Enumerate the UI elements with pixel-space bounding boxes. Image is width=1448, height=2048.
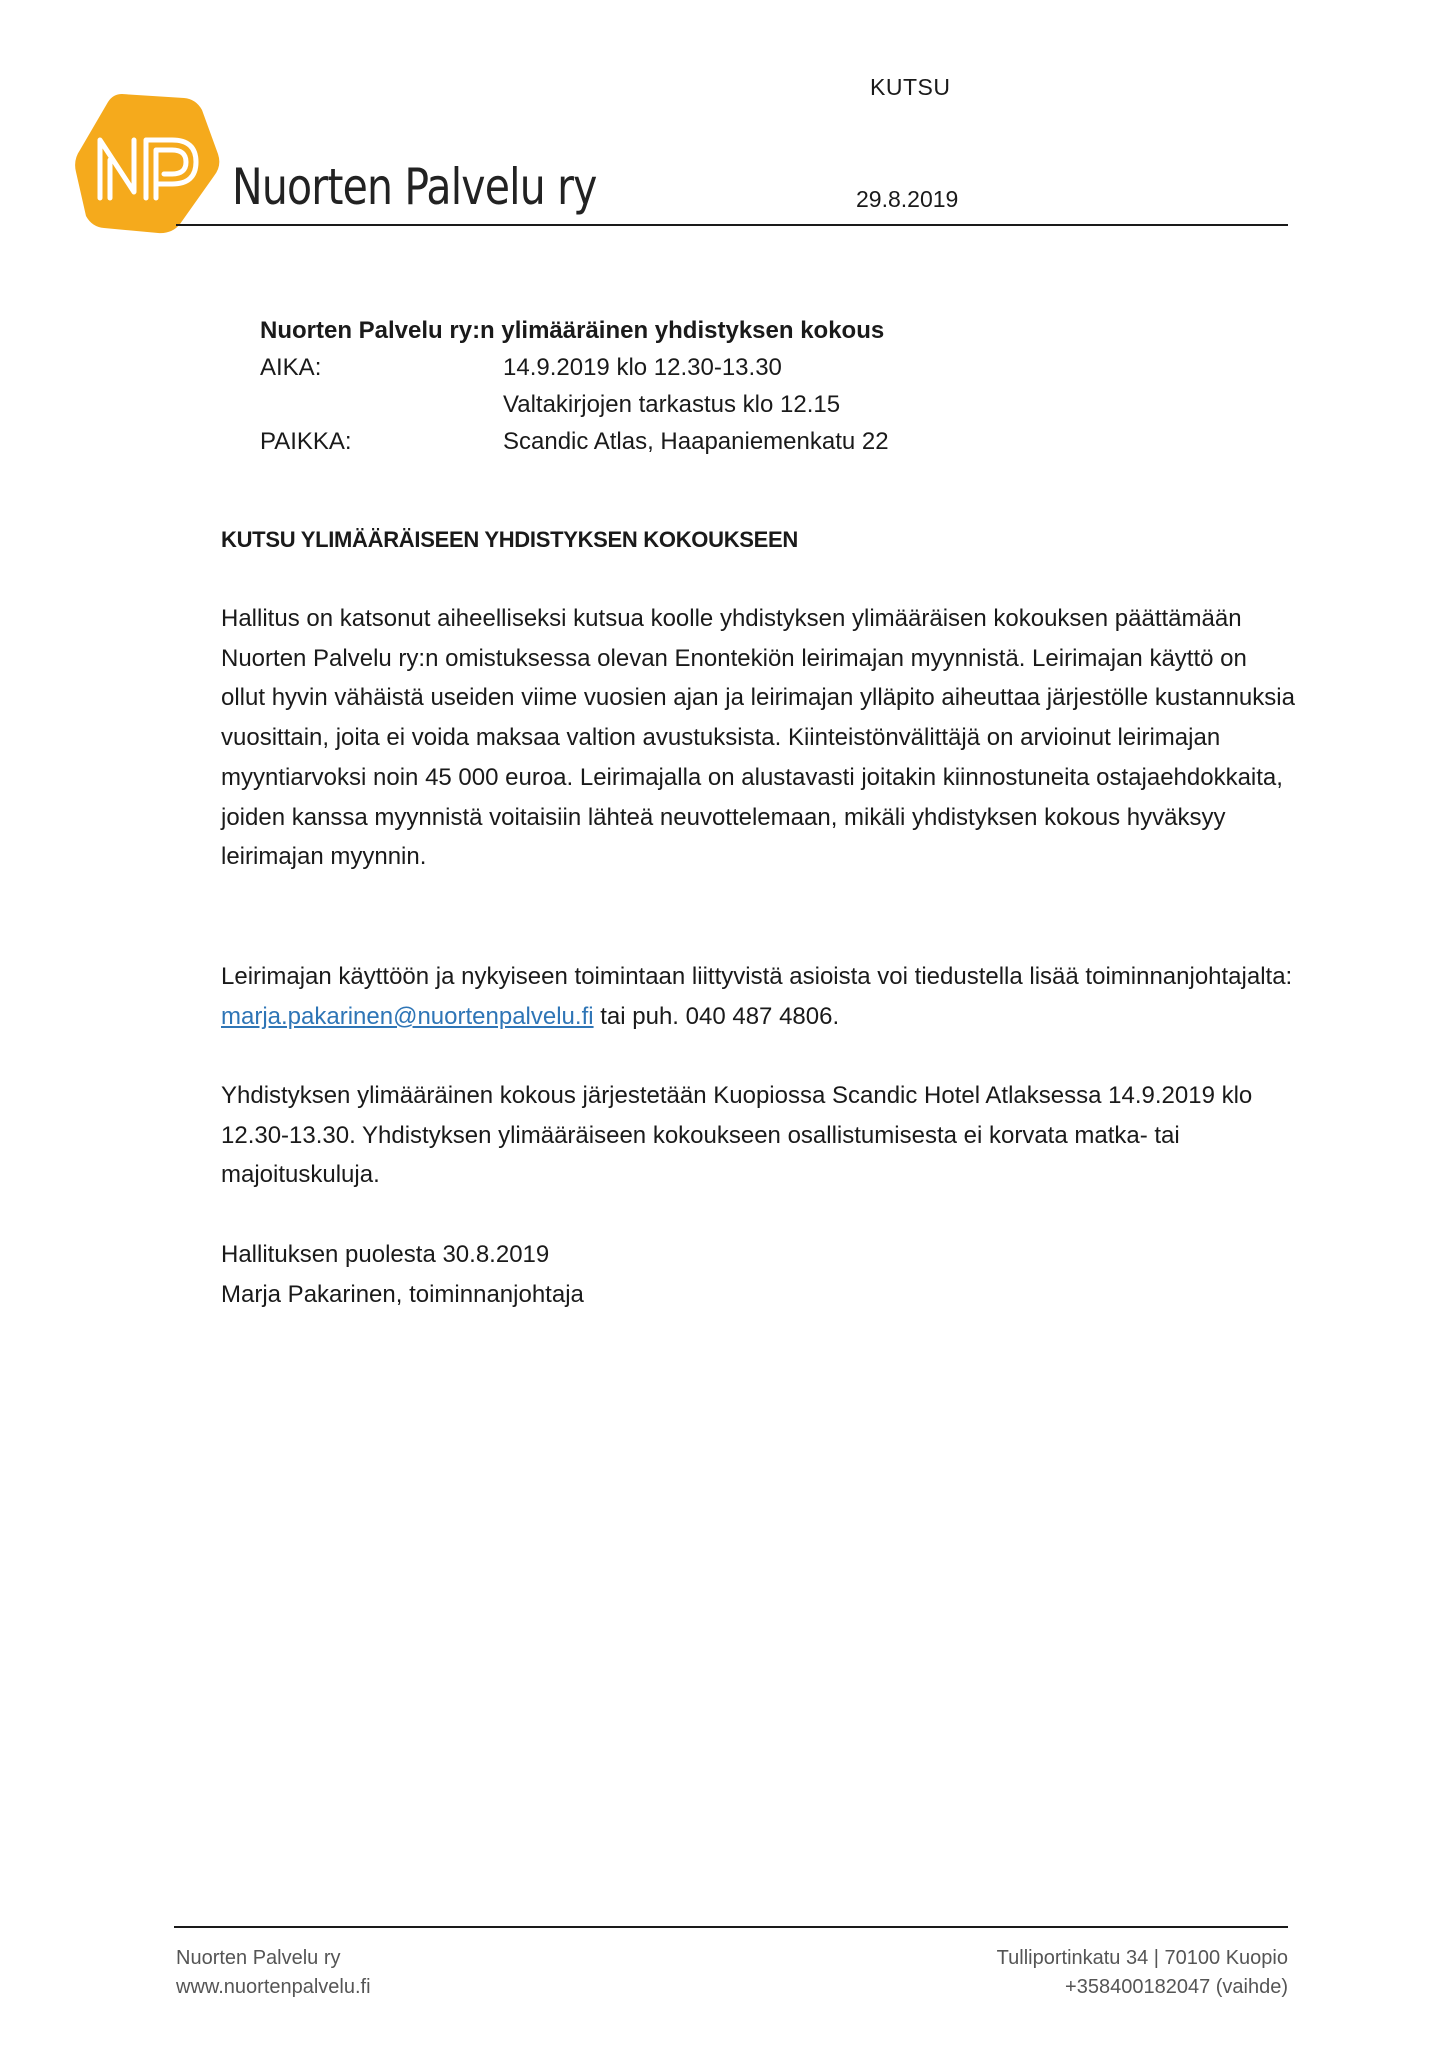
contact-text: Leirimajan käyttöön ja nykyiseen toimintaan liittyvistä asioista voi tiedustella lisää toiminnanjohtajalta: — [221, 963, 1293, 990]
footer-right — [997, 1944, 1288, 2002]
footer-website[interactable]: www.nuortenpalvelu.fi — [176, 1976, 371, 1998]
footer-divider — [174, 1926, 1288, 1928]
footer-phone: +358400182047 (vaihde) — [1065, 1976, 1288, 1998]
document-date: 29.8.2019 — [856, 186, 959, 212]
time-value: 14.9.2019 klo 12.30-13.30 — [503, 354, 782, 381]
phone-text: tai puh. 040 487 4806. — [593, 1002, 840, 1030]
header-divider — [176, 224, 1288, 226]
np-logo-icon — [72, 88, 222, 238]
organization-name: Nuorten Palvelu ry — [232, 158, 597, 216]
proxy-check-value: Valtakirjojen tarkastus klo 12.15 — [503, 391, 841, 418]
signature-name-line: Marja Pakarinen, toiminnanjohtaja — [221, 1280, 584, 1308]
place-label: PAIKKA: — [260, 428, 352, 455]
meeting-title: Nuorten Palvelu ry:n ylimääräinen yhdistyksen kokous — [260, 317, 885, 344]
time-label: AIKA: — [260, 354, 322, 381]
paragraph-intro: Hallitus on katsonut aiheelliseksi kutsua koolle yhdistyksen ylimääräisen kokouksen päättämään Nuorten Palvelu ry:n omistuksessa olevan Enontekiön leirimajan myynnistä. Leirimajan käyttö on ollut hyvin vähäistä useiden viime vuosien ajan ja leirimajan ylläpito aiheuttaa järjestölle kustannuksia vuosittain, joita ei voida maksaa valtion avustuksista. Kiinteistönvälittäjä on arvioinut leirimajan myyntiarvoksi noin 45 000 euroa. Leirimajalla on alustavasti joitakin kiinnostuneita ostajaehdokkaita, joiden kanssa myynnistä voitaisiin lähteä neuvottelemaan, mikäli yhdistyksen kokous hyväksyy leirimajan myynnin. — [221, 605, 1295, 871]
footer-address: Tulliportinkatu 34 | 70100 Kuopio — [996, 1947, 1288, 1969]
footer-left — [176, 1944, 371, 2002]
section-heading: KUTSU YLIMÄÄRÄISEEN YHDISTYKSEN KOKOUKSEEN — [221, 527, 798, 552]
document-type: KUTSU — [870, 74, 951, 100]
footer-org-name: Nuorten Palvelu ry — [176, 1947, 341, 1969]
email-link[interactable]: marja.pakarinen@nuortenpalvelu.fi — [221, 1002, 594, 1030]
signature-block — [221, 1235, 1296, 1314]
signature-date-line: Hallituksen puolesta 30.8.2019 — [221, 1241, 550, 1268]
place-value: Scandic Atlas, Haapaniemenkatu 22 — [503, 428, 889, 455]
paragraph-contact — [221, 957, 1296, 1036]
paragraph-meeting-details: Yhdistyksen ylimääräinen kokous järjestetään Kuopiossa Scandic Hotel Atlaksessa 14.9.2019 klo 12.30-13.30. Yhdistyksen ylimääräiseen kokoukseen osallistumisesta ei korvata matka- tai majoituskuluja. — [221, 1082, 1253, 1189]
